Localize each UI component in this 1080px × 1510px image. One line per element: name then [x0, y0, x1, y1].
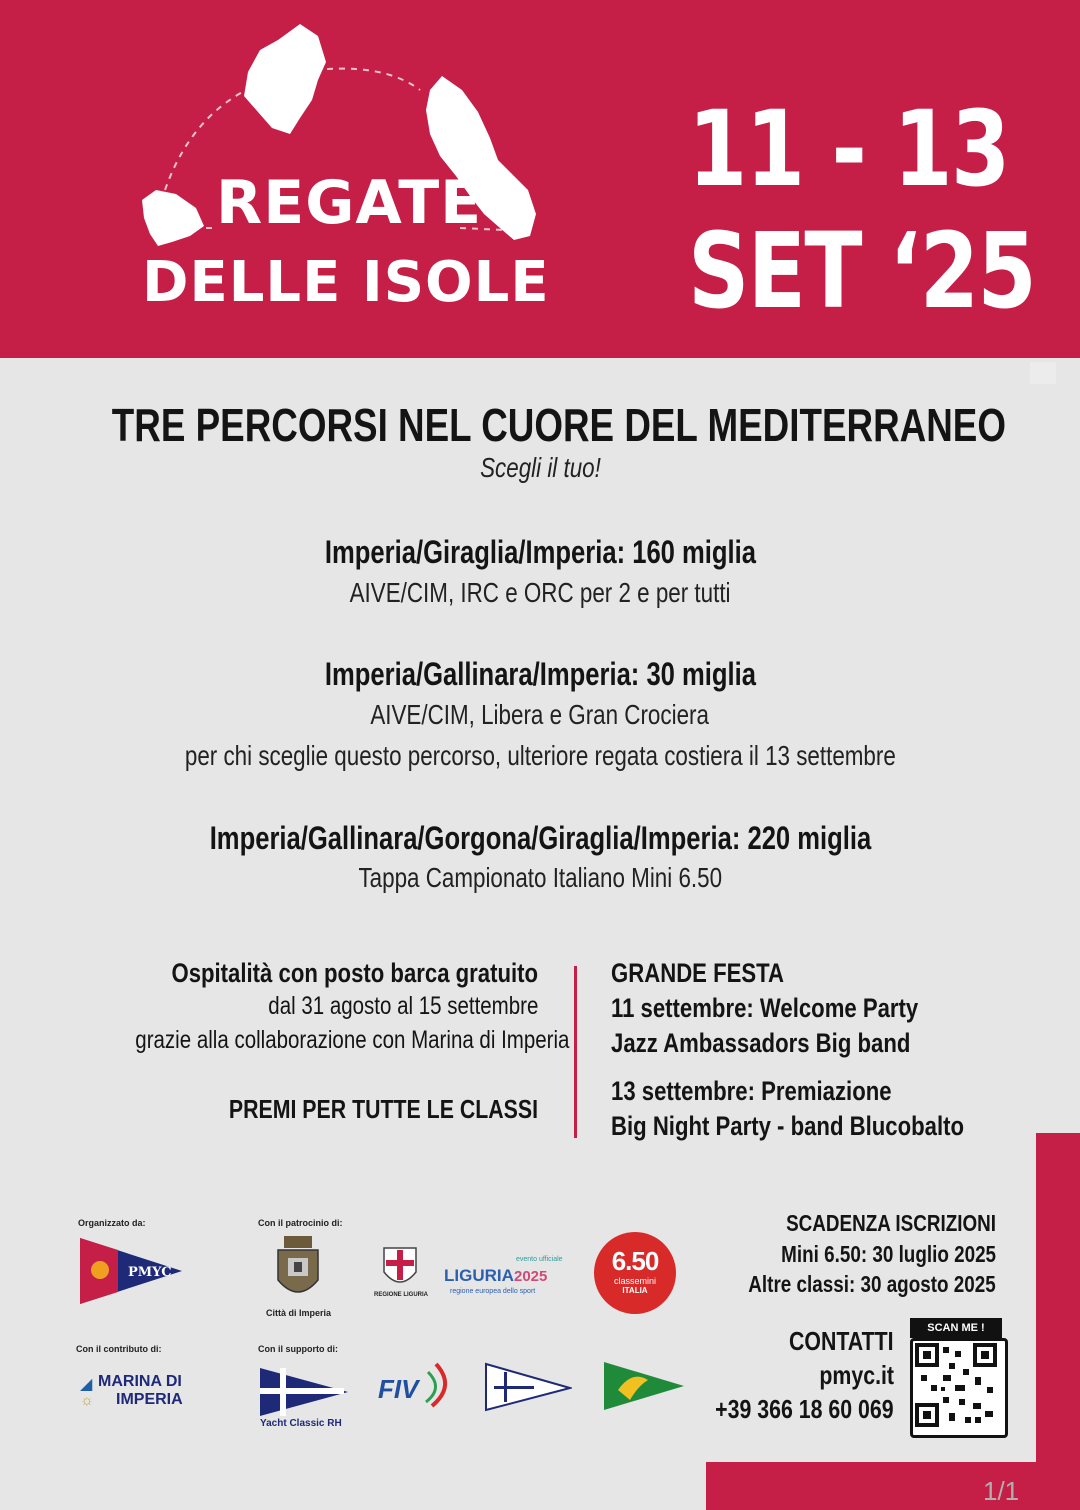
citta-imperia-caption: Città di Imperia	[266, 1308, 332, 1318]
festa-welcome: 11 settembre: Welcome Party	[611, 993, 919, 1023]
route-desc-3: Tappa Campionato Italiano Mini 6.50	[358, 862, 722, 893]
route-title-2: Imperia/Gallinara/Imperia: 30 miglia	[324, 656, 756, 692]
fiv-sail-icon	[422, 1362, 456, 1410]
red-accent-bar	[706, 1462, 1080, 1510]
corsica-island-shape	[244, 24, 326, 134]
route-desc-1: AIVE/CIM, IRC e ORC per 2 e per tutti	[349, 577, 731, 608]
festa-premiazione: 13 settembre: Premiazione	[611, 1076, 892, 1106]
hospitality-dates: dal 31 agosto al 15 settembre	[267, 992, 538, 1020]
logo-delle-isole: DELLE ISOLE	[142, 250, 550, 315]
regione-liguria-shield	[382, 1246, 418, 1290]
green-pennant-logo	[602, 1360, 686, 1412]
scan-me-label: SCAN ME !	[910, 1318, 1002, 1338]
main-title: TRE PERCORSI NEL CUORE DEL MEDITERRANEO	[111, 399, 1006, 451]
festa-night: Big Night Party - band Blucobalto	[611, 1111, 965, 1141]
header-banner	[0, 0, 1080, 358]
gallinara-island-shape	[142, 190, 204, 246]
sail-icon: ◢	[80, 1376, 93, 1393]
hospitality-title: Ospitalità con posto barca gratuito	[171, 958, 538, 988]
deadline-mini: Mini 6.50: 30 luglio 2025	[781, 1241, 996, 1267]
marina-di-imperia-logo: ◢ MARINA DI ☼ IMPERIA	[80, 1373, 183, 1409]
route-desc-2a: AIVE/CIM, Libera e Gran Crociera	[370, 699, 710, 730]
label-supporto: Con il supporto di:	[258, 1344, 338, 1354]
deadline-altre: Altre classi: 30 agosto 2025	[748, 1271, 996, 1297]
event-month-year: SET ‘25	[688, 210, 1036, 332]
pmyc-burgee-logo	[78, 1236, 184, 1306]
citta-imperia-crest	[272, 1234, 324, 1306]
qr-code-pattern	[913, 1341, 999, 1429]
red-accent-block	[1036, 1133, 1080, 1510]
fiv-logo: FIV	[378, 1370, 458, 1410]
sun-icon: ☼	[80, 1392, 94, 1409]
event-dates: 11 - 13	[688, 88, 1009, 210]
yacht-classic-caption: Yacht Classic RH	[260, 1418, 342, 1429]
label-organizzato: Organizzato da:	[78, 1218, 146, 1228]
hospitality-block	[40, 958, 570, 1060]
label-contributo: Con il contributo di:	[76, 1344, 162, 1354]
festa-block	[611, 958, 1051, 1146]
festa-band: Jazz Ambassadors Big band	[611, 1028, 911, 1058]
yacht-classic-burgee	[258, 1366, 350, 1418]
liguria-2025-logo: evento ufficiale LIGURIA 2025 regione europea dello sport	[444, 1256, 563, 1295]
deadline-block	[640, 1210, 996, 1301]
column-divider	[574, 966, 577, 1138]
route-title-3: Imperia/Gallinara/Gorgona/Giraglia/Imperia: 220 miglia	[209, 820, 871, 856]
corner-mark	[1030, 362, 1056, 384]
regione-liguria-caption: REGIONE LIGURIA	[374, 1292, 429, 1298]
contacts-phone[interactable]: +39 366 18 60 069	[715, 1394, 894, 1424]
contacts-website[interactable]: pmyc.it	[819, 1360, 894, 1390]
route-title-1: Imperia/Giraglia/Imperia: 160 miglia	[324, 534, 756, 570]
route-desc-2b: per chi sceglie questo percorso, ulteriore regata costiera il 13 settembre	[184, 740, 896, 771]
prizes-text: PREMI PER TUTTE LE CLASSI	[228, 1094, 538, 1124]
festa-title: GRANDE FESTA	[611, 958, 785, 988]
label-patrocinio: Con il patrocinio di:	[258, 1218, 343, 1228]
subtitle: Scegli il tuo!	[479, 452, 601, 483]
classemini-650-logo: 6.50 classemini ITALIA	[594, 1232, 676, 1314]
logo-regate: REGATE	[216, 168, 483, 238]
hospitality-partner: grazie alla collaborazione con Marina di Imperia	[135, 1026, 570, 1054]
deadline-title: SCADENZA ISCRIZIONI	[786, 1210, 996, 1236]
contacts-title: CONTATTI	[789, 1326, 894, 1356]
pmyc-text: PMYC	[128, 1265, 172, 1280]
qr-code[interactable]	[910, 1338, 1008, 1438]
page-number: 1/1	[983, 1476, 1020, 1506]
association-burgee-logo	[484, 1362, 572, 1412]
